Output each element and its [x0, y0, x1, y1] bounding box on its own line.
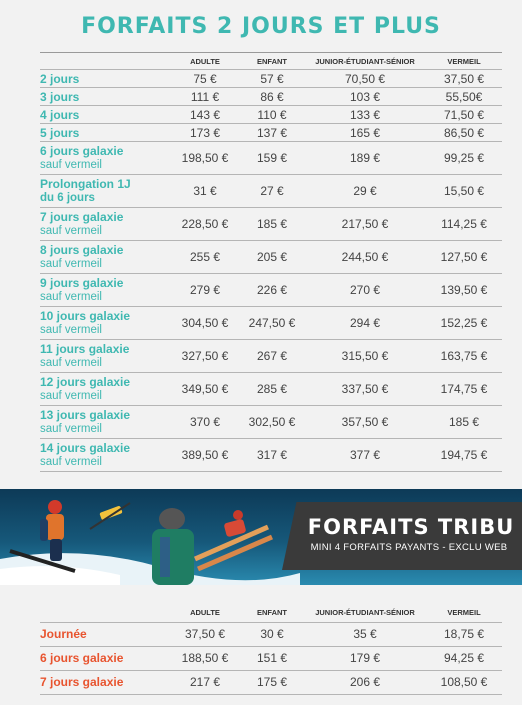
price-junior: 29 €	[353, 184, 377, 198]
table-row	[40, 124, 502, 142]
table-row	[40, 307, 502, 340]
price-adulte: 255 €	[189, 250, 221, 264]
table-row	[40, 274, 502, 307]
header-junior: JUNIOR-ÉTUDIANT-SÉNIOR	[315, 608, 415, 618]
row-label	[40, 670, 170, 694]
header-enfant: ENFANT	[257, 608, 287, 618]
row-label-text: 12 jours galaxie	[40, 375, 131, 389]
price-vermeil: 18,75 €	[443, 627, 485, 641]
table-row	[40, 406, 502, 439]
price-adulte: 389,50 €	[181, 448, 229, 462]
price-junior: 377 €	[349, 448, 381, 462]
price-adulte: 349,50 €	[181, 382, 229, 396]
row-label-text: 11 jours galaxie	[40, 342, 130, 356]
row-label	[40, 274, 170, 307]
price-enfant: 226 €	[256, 283, 288, 297]
header-adulte: ADULTE	[190, 56, 220, 66]
price-adulte: 143 €	[189, 107, 221, 122]
table-header	[40, 53, 502, 70]
row-label	[40, 142, 170, 175]
price-junior: 244,50 €	[341, 250, 389, 264]
price-adulte: 228,50 €	[181, 217, 229, 231]
row-label-text: Prolongation 1J	[40, 177, 131, 191]
price-enfant: 247,50 €	[248, 316, 296, 330]
row-label-sub: sauf vermeil	[40, 390, 102, 402]
price-junior: 206 €	[349, 675, 381, 689]
price-vermeil: 152,25 €	[440, 316, 488, 330]
row-label-text: 10 jours galaxie	[40, 309, 131, 323]
price-junior: 133 €	[349, 107, 381, 122]
price-junior: 294 €	[349, 316, 381, 330]
row-label	[40, 406, 170, 439]
header-junior: JUNIOR-ÉTUDIANT-SÉNIOR	[315, 56, 415, 66]
price-enfant: 27 €	[260, 184, 284, 198]
row-label-text: 4 jours	[40, 107, 80, 122]
price-junior: 315,50 €	[341, 349, 389, 363]
price-junior: 103 €	[349, 89, 381, 104]
row-label	[40, 307, 170, 340]
row-label	[40, 106, 170, 124]
price-vermeil: 86,50 €	[443, 125, 485, 140]
row-label-sub: sauf vermeil	[40, 258, 102, 270]
price-enfant: 30 €	[260, 627, 284, 641]
table-row	[40, 106, 502, 124]
price-junior: 189 €	[349, 151, 381, 165]
price-enfant: 110 €	[257, 107, 287, 122]
price-vermeil: 71,50 €	[443, 107, 485, 122]
price-enfant: 185 €	[256, 217, 288, 231]
row-label	[40, 340, 170, 373]
price-adulte: 370 €	[189, 415, 221, 429]
table-row	[40, 373, 502, 406]
price-junior: 357,50 €	[341, 415, 389, 429]
row-label-sub: sauf vermeil	[40, 291, 102, 303]
row-label	[40, 373, 170, 406]
row-label-text: 14 jours galaxie	[40, 441, 131, 455]
price-junior: 337,50 €	[341, 382, 389, 396]
price-vermeil: 15,50 €	[443, 184, 485, 198]
price-enfant: 175 €	[256, 675, 288, 689]
row-label-sub: sauf vermeil	[40, 324, 102, 336]
row-label-text: 6 jours galaxie	[40, 651, 124, 665]
tribu-title: FORFAITS TRIBU	[307, 515, 515, 539]
price-vermeil: 127,50 €	[440, 250, 488, 264]
row-label-text: 3 jours	[40, 89, 80, 104]
row-label	[40, 124, 170, 142]
row-label	[40, 439, 170, 472]
price-vermeil: 108,50 €	[440, 675, 488, 689]
price-junior: 35 €	[353, 627, 377, 641]
row-label-text: 8 jours galaxie	[40, 243, 124, 257]
table-row	[40, 241, 502, 274]
table-header	[40, 604, 502, 622]
row-label-text: 2 jours	[40, 71, 80, 86]
price-adulte: 279 €	[189, 283, 221, 297]
row-label-text: 6 jours galaxie	[40, 144, 124, 158]
row-label-sub: du 6 jours	[40, 192, 95, 204]
row-label	[40, 88, 170, 106]
price-vermeil: 194,75 €	[440, 448, 488, 462]
table-row	[40, 175, 502, 208]
table-row	[40, 208, 502, 241]
price-vermeil: 114,25 €	[441, 217, 487, 231]
row-label-sub: sauf vermeil	[40, 456, 102, 468]
row-label-sub: sauf vermeil	[40, 357, 102, 369]
price-vermeil: 174,75 €	[440, 382, 488, 396]
row-label	[40, 622, 170, 646]
price-vermeil: 37,50 €	[443, 71, 485, 86]
price-vermeil: 55,50€	[445, 89, 483, 104]
row-label-sub: sauf vermeil	[40, 159, 102, 171]
table-row	[40, 622, 502, 646]
table-row	[40, 88, 502, 106]
header-vermeil: VERMEIL	[447, 608, 481, 618]
price-adulte: 217 €	[189, 675, 221, 689]
price-table-tribu	[40, 604, 502, 695]
price-vermeil: 163,75 €	[440, 349, 488, 363]
price-junior: 165 €	[349, 125, 381, 140]
table-row	[40, 439, 502, 472]
table-row	[40, 340, 502, 373]
price-enfant: 267 €	[256, 349, 288, 363]
row-label-text: 7 jours galaxie	[40, 675, 124, 689]
row-label-sub: sauf vermeil	[40, 225, 102, 237]
price-vermeil: 94,25 €	[443, 651, 485, 665]
table-row	[40, 142, 502, 175]
header-label	[40, 604, 170, 622]
row-label	[40, 175, 170, 208]
price-enfant: 151 €	[256, 651, 288, 665]
price-adulte: 111 €	[190, 89, 220, 104]
row-label-text: Journée	[40, 627, 87, 641]
price-enfant: 86 €	[260, 89, 284, 104]
price-adulte: 327,50 €	[181, 349, 229, 363]
price-enfant: 137 €	[256, 125, 288, 140]
price-adulte: 188,50 €	[181, 651, 229, 665]
price-enfant: 317 €	[256, 448, 288, 462]
price-enfant: 159 €	[256, 151, 288, 165]
header-adulte: ADULTE	[190, 608, 220, 618]
price-enfant: 285 €	[256, 382, 288, 396]
table-row	[40, 670, 502, 694]
price-enfant: 57 €	[260, 71, 284, 86]
price-junior: 179 €	[349, 651, 381, 665]
price-adulte: 173 €	[189, 125, 221, 140]
price-table-main	[40, 52, 502, 472]
header-enfant: ENFANT	[257, 56, 287, 66]
price-enfant: 302,50 €	[248, 415, 296, 429]
row-label	[40, 241, 170, 274]
row-label	[40, 70, 170, 88]
row-label-text: 9 jours galaxie	[40, 276, 124, 290]
price-vermeil: 139,50 €	[440, 283, 488, 297]
price-vermeil: 185 €	[448, 415, 480, 429]
price-adulte: 75 €	[193, 71, 217, 86]
price-enfant: 205 €	[256, 250, 288, 264]
price-adulte: 198,50 €	[181, 151, 229, 165]
row-label-text: 7 jours galaxie	[40, 210, 124, 224]
price-junior: 217,50 €	[341, 217, 389, 231]
header-label	[40, 53, 170, 70]
price-junior: 70,50 €	[344, 71, 386, 86]
row-label-text: 13 jours galaxie	[40, 408, 131, 422]
price-adulte: 37,50 €	[184, 627, 226, 641]
price-adulte: 31 €	[193, 184, 217, 198]
header-vermeil: VERMEIL	[447, 56, 481, 66]
row-label	[40, 646, 170, 670]
price-adulte: 304,50 €	[181, 316, 229, 330]
row-label-sub: sauf vermeil	[40, 423, 102, 435]
price-vermeil: 99,25 €	[443, 151, 485, 165]
price-junior: 270 €	[349, 283, 381, 297]
table-row	[40, 646, 502, 670]
row-label	[40, 208, 170, 241]
page-title: FORFAITS 2 JOURS ET PLUS	[81, 14, 441, 39]
tribu-subtitle: MINI 4 FORFAITS PAYANTS - EXCLU WEB	[310, 542, 508, 553]
row-label-text: 5 jours	[40, 125, 80, 140]
table-row	[40, 70, 502, 88]
